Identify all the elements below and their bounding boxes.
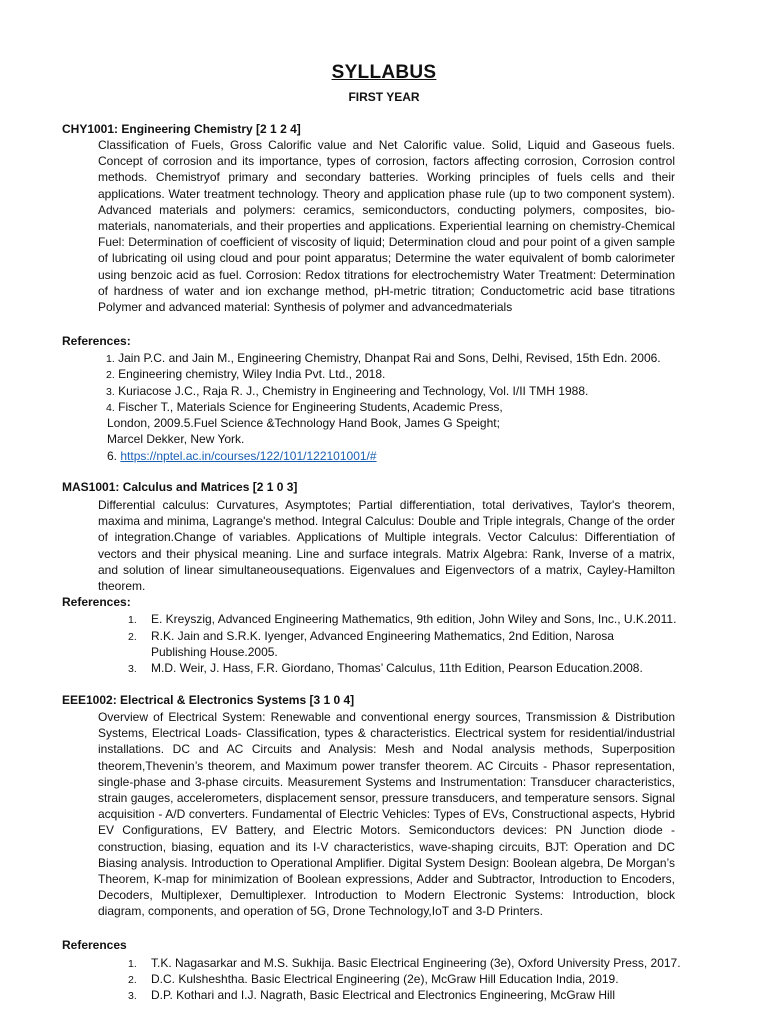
reference-continuation: Marcel Dekker, New York.: [107, 432, 245, 446]
course-description-chy1001: Classification of Fuels, Gross Calorific value and Net Calorific value. Solid, Liquid and Gaseous fuels. Concept of corrosion and its importance, types of corrosion, factors affecting corrosion, Corrosion control methods. Chemistryof primary and secondary batteries. Working principles of fuels cells and their applications. Water treatment technology. Theory and application phase rule (up to two component system). Advanced materials and polymers: ceramics, semiconductors, conducting polymers, composites, bio-materials, nanomaterials, and their properties and applications. Experiential learning on chemistry-Chemical Fuel: Determination of coefficient of viscosity of liquid; Determination cloud and pour point of a given sample of lubricating oil using cloud and pour point apparatus; Determine the water equivalent of bomb calorimeter using benzoic acid as fuel. Corrosion: Redox titrations for electrochemistry Water Treatment: Determination of hardness of water and ion exchange method, pH-metric titration; Conductometric acid base titrations Polymer and advanced material: Synthesis of polymer and advancedmaterials: [98, 138, 675, 315]
nptel-link[interactable]: https://nptel.ac.in/courses/122/101/122101001/#: [120, 449, 377, 463]
syllabus-page: SYLLABUS FIRST YEAR CHY1001: Engineering Chemistry [2 1 2 4] Classification of Fuels, Gross Calorific value and Net Calorific value. Solid, Liquid and Gaseous fuels. Concept of corrosion and its importance, types of corrosion, factors affecting corrosion, Corrosion control methods. Chemistryof primary and secondary batteries. Working principles of fuels cells and their applications. Water treatment technology. Theory and application phase rule (up to two component system). Advanced materials and polymers: ceramics, semiconductors, conducting polymers, composites, bio-materials, nanomaterials, and their properties and applications. Experiential learning on chemistry-Chemical Fuel: Determination of coefficient of viscosity of liquid; Determination cloud and pour point of a given sample of lubricating oil using cloud and pour point apparatus; Determine the water equivalent of bomb calorimeter using benzoic acid as fuel. Corrosion: Redox titrations for electrochemistry Water Treatment: Determination of hardness of water and ion exchange method, pH-metric titration; Conductometric acid base titrations Polymer and advanced material: Synthesis of polymer and advancedmaterials References: 1. Jain P.C. and Jain M., Engineering Chemistry, Dhanpat Rai and Sons, Delhi, Revised, 15th Edn. 2006. 2. Engineering chemistry, Wiley India Pvt. Ltd., 2018. 3. Kuriacose J.C., Raja R. J., Chemistry in Engineering and Technology, Vol. I/II TMH 1988. 4. Fischer T., Materials Science for Engineering Students, Academic Press, London, 2009.5.Fuel Science &Technology Hand Book, James G Speight; Marcel Dekker, New York. 6. https://nptel.ac.in/courses/122/101/122101001/# MAS1001: Calculus and Matrices [2 1 0 3] Differential calculus: Curvatures, Asymptotes; Partial differentiation, total derivatives, Taylor's theorem, maxima and minima, Lagrange's method. Integral Calculus: Double and Triple integrals, Change of the order of integration.Change of variables. Applications of Multiple integrals. Vector Calculus: Differentiation of vectors and their physical meaning. Line and surface integrals. Matrix Algebra: Rank, Inverse of a matrix, and solution of linear simultaneousequations. Eigenvalues and Eigenvectors of a matrix, Cayley-Hamilton theorem. References: 1. E. Kreyszig, Advanced Engineering Mathematics, 9th edition, John Wiley and Sons, Inc., U.K.2011. 2. R.K. Jain and S.R.K. Iyenger, Advanced Engineering Mathematics, 2nd Edition, Narosa Publishing House.2005. 3. M.D. Weir, J. Hass, F.R. Giordano, Thomas’ Calculus, 11th Edition, Pearson Education.2008. EEE1002: Electrical & Electronics Systems [3 1 0 4] Overview of Electrical System: Renewable and conventional energy sources, Transmission & Distribution Systems, Electrical Loads- Classification, types & characteristics. Electrical system for residential/industrial installations. DC and AC Circuits and Analysis: Mesh and Nodal analysis methods, Superposition theorem,Thevenin’s theorem, and Maximum power transfer theorem. AC Circuits - Phasor representation, single-phase and 3-phase circuits. Measurement Systems and Instrumentation: Transducer characteristics, strain gauges, accelerometers, displacement sensor, pressure transducers, and temperature sensors. Signal acquisition - A/D converters. Fundamental of Electric Vehicles: Types of EVs, Constructional aspects, Hybrid EV Configurations, EV Battery, and Electric Motors. Semiconductors devices: PN Junction diode - construction, biasing, equation and its I-V characteristics, wave-shaping circuits, BJT: Operation and DC Biasing analysis. Introduction to Operational Amplifier. Digital System Design: Boolean algebra, De Morgan’s Theorem, K-map for minimization of Boolean expressions, Adder and Subtractor, Introduction to Encoders, Decoders, Multiplexer, Demultiplexer. Introduction to Modern Electronic Systems: Introduction, block diagram, components, and operation of 5G, Drone Technology,IoT and 3-D Printers. References 1. T.K. Nagasarkar and M.S. Sukhija. Basic Electrical Engineering (3e), Oxford University Press, 2017. 2. D.C. Kulsheshtha. Basic Electrical Engineering (2e), McGraw Hill Education India, 2019. 3. D.P. Kothari and I.J. Nagrath, Basic Electrical and Electronics Engineering, McGraw Hill: [0, 0, 768, 1024]
course-heading-mas1001: MAS1001: Calculus and Matrices [2 1 0 3]: [62, 480, 298, 494]
reference-item: 3. Kuriacose J.C., Raja R. J., Chemistry in Engineering and Technology, Vol. I/II TMH 1988.: [106, 384, 589, 398]
course-heading-chy1001: CHY1001: Engineering Chemistry [2 1 2 4]: [62, 122, 301, 136]
reference-continuation: London, 2009.5.Fuel Science &Technology Hand Book, James G Speight;: [107, 416, 500, 430]
page-title: SYLLABUS: [331, 62, 437, 83]
references-label-chy1001: References:: [62, 334, 131, 348]
reference-item: 1. Jain P.C. and Jain M., Engineering Chemistry, Dhanpat Rai and Sons, Delhi, Revised, 15th Edn. 2006.: [106, 351, 661, 365]
page-subtitle: FIRST YEAR: [348, 90, 420, 104]
reference-item: 4. Fischer T., Materials Science for Engineering Students, Academic Press,: [106, 400, 503, 414]
references-label-mas1001: References:: [62, 595, 131, 609]
course-heading-eee1002: EEE1002: Electrical & Electronics Systems [3 1 0 4]: [62, 693, 355, 707]
reference-link-item: 6. https://nptel.ac.in/courses/122/101/122101001/#: [107, 449, 377, 463]
course-description-eee1002: Overview of Electrical System: Renewable and conventional energy sources, Transmission & Distribution Systems, Electrical Loads- Classification, types & characteristics. Electrical system for residential/industrial installations. DC and AC Circuits and Analysis: Mesh and Nodal analysis methods, Superposition theorem,Thevenin’s theorem, and Maximum power transfer theorem. AC Circuits - Phasor representation, single-phase and 3-phase circuits. Measurement Systems and Instrumentation: Transducer characteristics, strain gauges, accelerometers, displacement sensor, pressure transducers, and temperature sensors. Signal acquisition - A/D converters. Fundamental of Electric Vehicles: Types of EVs, Constructional aspects, Hybrid EV Configurations, EV Battery, and Electric Motors. Semiconductors devices: PN Junction diode - construction, biasing, equation and its I-V characteristics, wave-shaping circuits, BJT: Operation and DC Biasing analysis. Introduction to Operational Amplifier. Digital System Design: Boolean algebra, De Morgan’s Theorem, K-map for minimization of Boolean expressions, Adder and Subtractor, Introduction to Encoders, Decoders, Multiplexer, Demultiplexer. Introduction to Modern Electronic Systems: Introduction, block diagram, components, and operation of 5G, Drone Technology,IoT and 3-D Printers.: [98, 710, 675, 919]
reference-item: 2. Engineering chemistry, Wiley India Pvt. Ltd., 2018.: [106, 367, 386, 381]
course-description-mas1001: Differential calculus: Curvatures, Asymptotes; Partial differentiation, total derivatives, Taylor's theorem, maxima and minima, Lagrange's method. Integral Calculus: Double and Triple integrals, Change of the order of integration.Change of variables. Applications of Multiple integrals. Vector Calculus: Differentiation of vectors and their physical meaning. Line and surface integrals. Matrix Algebra: Rank, Inverse of a matrix, and solution of linear simultaneousequations. Eigenvalues and Eigenvectors of a matrix, Cayley-Hamilton theorem.: [98, 498, 675, 594]
references-label-eee1002: References: [62, 938, 127, 952]
